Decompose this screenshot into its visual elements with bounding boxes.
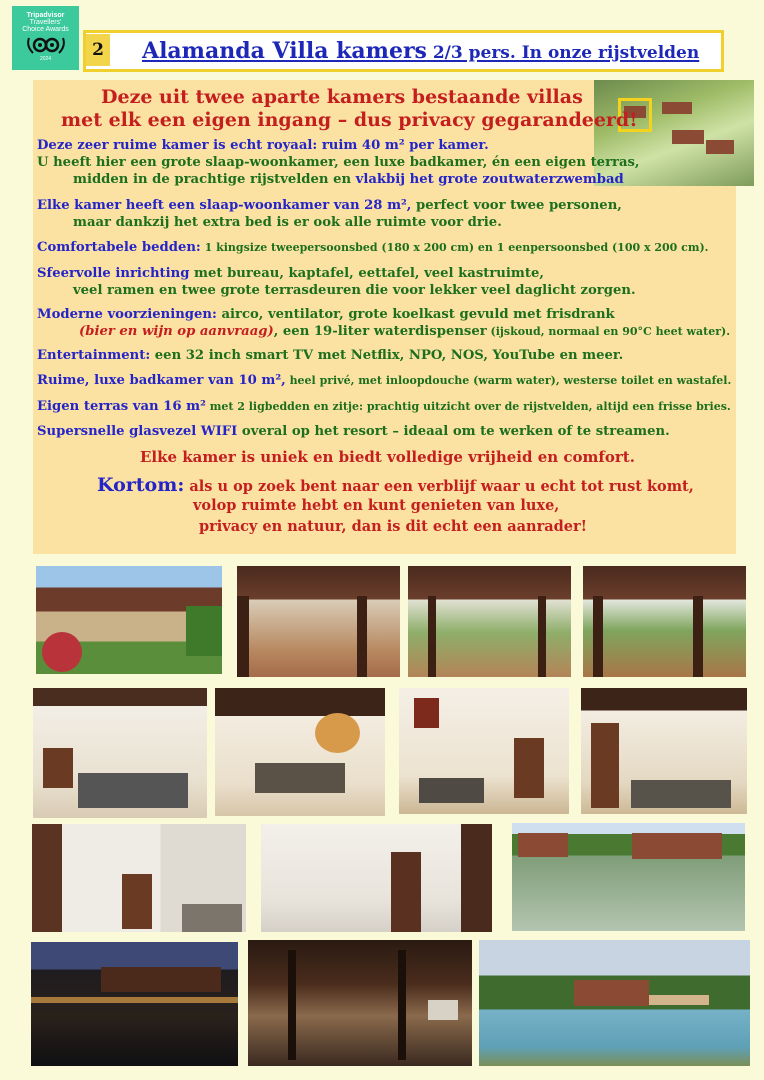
badge-year: 2024 bbox=[39, 56, 52, 62]
p5-b2: , een 19-liter waterdispenser bbox=[273, 324, 487, 339]
p7 bbox=[37, 373, 731, 388]
page-number-badge: 2 bbox=[86, 34, 110, 66]
p3-key: Comfortabele bedden: bbox=[37, 240, 201, 255]
aerial-photo bbox=[594, 80, 754, 186]
photo-bedroom-1 bbox=[33, 688, 207, 818]
p1-line3-b: vlakbij het grote zoutwaterzwembad bbox=[355, 172, 624, 187]
photo-bathroom-1 bbox=[32, 824, 246, 932]
p5-value: airco, ventilator, grote koelkast gevuld met frisdrank bbox=[216, 307, 615, 322]
p9 bbox=[37, 424, 670, 439]
p1-line1: Deze zeer ruime kamer is echt royaal: ruim 40 m² per kamer. bbox=[37, 138, 489, 153]
p4-line1 bbox=[37, 266, 544, 281]
p3 bbox=[37, 240, 709, 255]
p9-key: Supersnelle glasvezel WIFI bbox=[37, 424, 238, 439]
p1-line2: U heeft hier een grote slaap-woonkamer, een luxe badkamer, én een eigen terras, bbox=[37, 155, 640, 170]
photo-terrace-3 bbox=[583, 566, 746, 677]
p7-value: heel privé, met inloopdouche (warm water), westerse toilet en wastafel. bbox=[285, 374, 732, 387]
p6 bbox=[37, 348, 623, 363]
photo-bedroom-2 bbox=[215, 688, 385, 816]
headline-line2: met elk een eigen ingang – dus privacy gegarandeerd! bbox=[61, 109, 638, 131]
p4-key: Sfeervolle inrichting bbox=[37, 266, 190, 281]
badge-line3: Choice Awards bbox=[22, 26, 69, 33]
p4-value: met bureau, kaptafel, eettafel, veel kastruimte, bbox=[189, 266, 544, 281]
p5-line2 bbox=[79, 324, 730, 339]
p3-value: 1 kingsize tweepersoonsbed (180 x 200 cm) en 1 eenpersoonsbed (100 x 200 cm). bbox=[200, 241, 709, 254]
p6-key: Entertainment: bbox=[37, 348, 151, 363]
photo-bathroom-2 bbox=[261, 824, 492, 932]
owl-laurel-icon bbox=[25, 34, 67, 56]
p4-line2: veel ramen en twee grote terrasdeuren die voor lekker veel daglicht zorgen. bbox=[73, 283, 636, 298]
photo-terrace-1 bbox=[237, 566, 400, 677]
p8-key: Eigen terras van 16 m² bbox=[37, 399, 206, 414]
tripadvisor-badge bbox=[12, 6, 79, 70]
kortom-line2: volop ruimte hebt en kunt genieten van luxe, bbox=[193, 497, 560, 514]
p9-value: overal op het resort – ideaal om te werken of te streamen. bbox=[237, 424, 670, 439]
photo-bedroom-3 bbox=[399, 688, 569, 814]
p2-line2: maar dankzij het extra bed is er ook alle ruimte voor drie. bbox=[73, 215, 502, 230]
photo-rice-fields bbox=[512, 823, 745, 931]
p5-b3: (ijskoud, normaal en 90°C heet water). bbox=[486, 325, 731, 338]
photo-terrace-2 bbox=[408, 566, 571, 677]
p6-value: een 32 inch smart TV met Netflix, NPO, NOS, YouTube en meer. bbox=[150, 348, 624, 363]
p1-line3 bbox=[73, 172, 624, 187]
p2-line1 bbox=[37, 198, 622, 213]
p8-value: met 2 ligbedden en zitje: prachtig uitzicht over de rijstvelden, altijd een frisse bries. bbox=[205, 400, 731, 413]
badge-line2: Travellers' bbox=[29, 19, 62, 26]
p10: Elke kamer is uniek en biedt volledige vrijheid en comfort. bbox=[140, 448, 635, 466]
kortom-line3: privacy en natuur, dan is dit echt een aanrader! bbox=[199, 518, 587, 535]
photo-villa-exterior bbox=[36, 566, 222, 674]
photo-terrace-night bbox=[248, 940, 472, 1066]
page-title bbox=[142, 38, 699, 64]
p1-line3-a: midden in de prachtige rijstvelden en bbox=[73, 172, 356, 187]
kortom-a: als u op zoek bent naar een verblijf waar u echt tot rust komt, bbox=[184, 478, 694, 495]
p5-key: Moderne voorzieningen: bbox=[37, 307, 217, 322]
photo-resort-night bbox=[31, 942, 238, 1066]
photo-pool bbox=[479, 940, 750, 1066]
p7-key: Ruime, luxe badkamer van 10 m², bbox=[37, 373, 286, 388]
p2-a2: perfect voor twee personen, bbox=[411, 198, 622, 213]
photo-bedroom-4 bbox=[581, 688, 747, 814]
headline-line1: Deze uit twee aparte kamers bestaande villas bbox=[101, 86, 583, 108]
badge-brand: Tripadvisor bbox=[26, 12, 65, 19]
title-sub: 2/3 pers. In onze rijstvelden bbox=[426, 43, 700, 63]
p5-line1 bbox=[37, 307, 615, 322]
title-main: Alamanda Villa kamers bbox=[142, 38, 427, 64]
p2-a1: Elke kamer heeft een slaap-woonkamer van 28 m², bbox=[37, 198, 412, 213]
kortom-line1 bbox=[97, 474, 694, 496]
p8 bbox=[37, 399, 731, 414]
p5-b1: (bier en wijn op aanvraag) bbox=[79, 324, 274, 339]
kortom-key: Kortom: bbox=[97, 474, 185, 496]
